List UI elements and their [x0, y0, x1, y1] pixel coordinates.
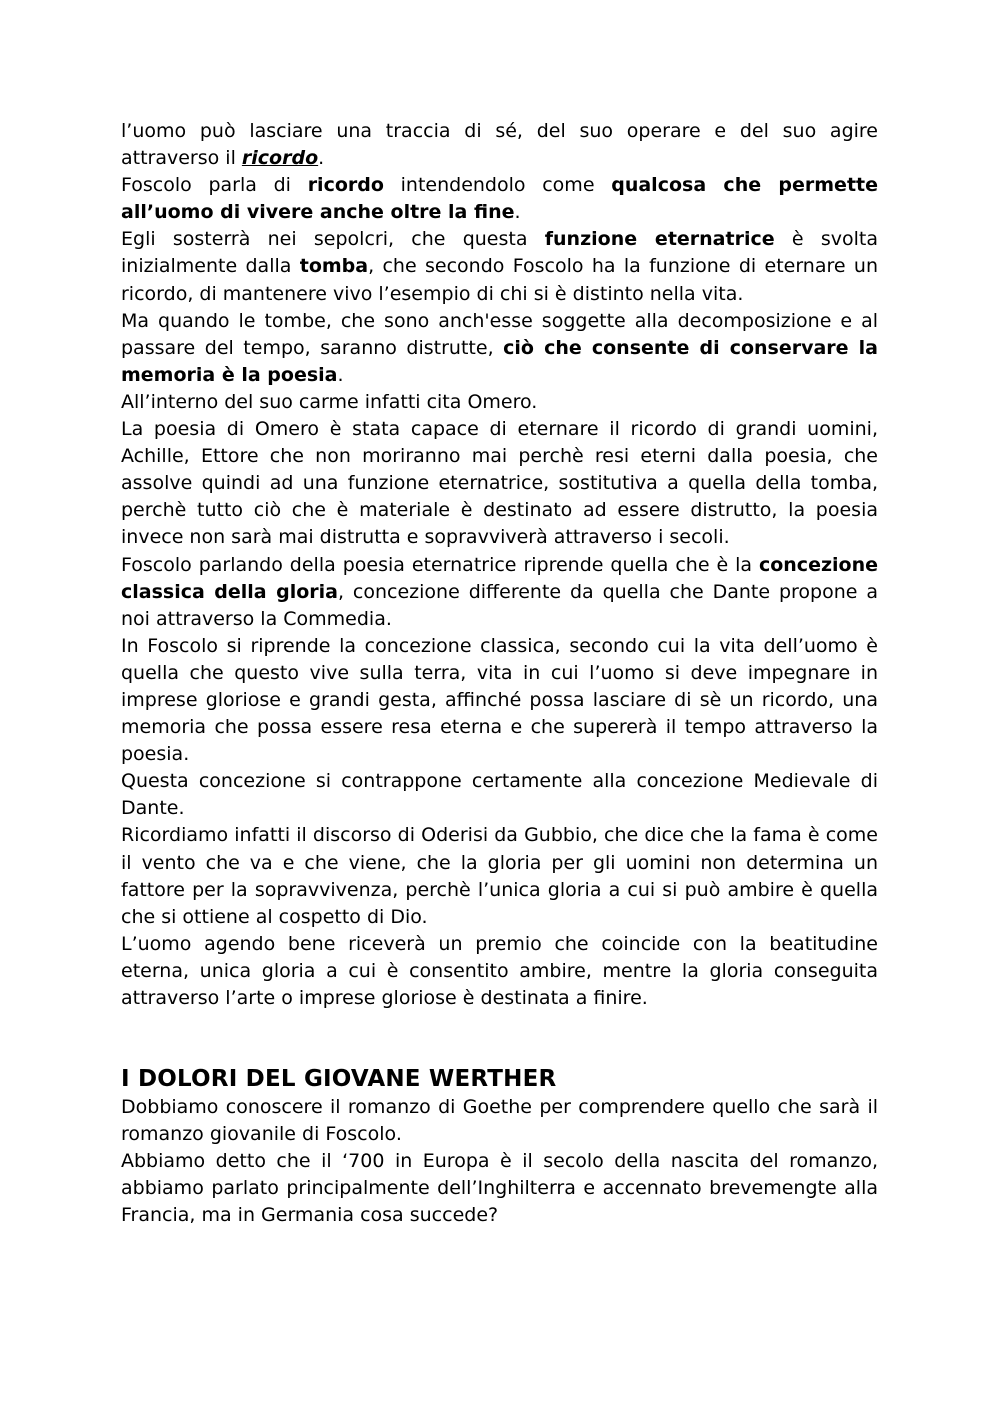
document-page [121, 118, 878, 1230]
bold-term: tomba [299, 255, 369, 278]
paragraph-omero: All’interno del suo carme infatti cita Omero. [121, 390, 538, 413]
bold-term: ciò che consente di conservare la memoria è la poesia [121, 336, 878, 386]
paragraph-poesia-omero: La poesia di Omero è stata capace di eternare il ricordo di grandi uomini, Achille, Ettore che non moriranno mai perchè resi eterni dalla poesia, che assolve quindi ad una funzione eternatrice, sostitutiva a quella della tomba, perchè tutto ciò che è materiale è destinato ad essere distrutto, la poesia invece non sarà mai distrutta e sopravviverà attraverso i secoli. [121, 418, 878, 549]
paragraph-medievale: Questa concezione si contrappone certamente alla concezione Medievale di Dante. [121, 770, 878, 820]
paragraph-sepolcri [121, 226, 878, 307]
paragraph-vita-uomo: In Foscolo si riprende la concezione classica, secondo cui la vita dell’uomo è quella che questo vive sulla terra, vita in cui l’uomo si deve impegnare in imprese gloriose e grandi gesta, affinché possa lasciare di sè un ricordo, una memoria che possa essere resa eterna e che supererà il tempo attraverso la poesia. [121, 634, 878, 766]
paragraph-tombe [121, 308, 878, 389]
paragraph-romanzo-europa: Abbiamo detto che il ‘700 in Europa è il secolo della nascita del romanzo, abbiamo parlato principalmente dell’Inghilterra e accennato brevemengte alla Francia, ma in Germania cosa succede? [121, 1150, 878, 1227]
text-run: Foscolo parla di [121, 174, 308, 197]
paragraph-oderisi: Ricordiamo infatti il discorso di Oderisi da Gubbio, che dice che la fama è come il vento che va e che viene, che la gloria per gli uomini non determina un fattore per la sopravvivenza, perchè l’unica gloria a cui si può ambire è quella che si ottiene al cospetto di Dio. [121, 824, 878, 928]
text-run: Ma quando le tombe, che sono anch'esse soggette alla decomposizione e al passare del tempo, saranno distrutte, [121, 309, 878, 359]
text-run: è svolta inizialmente dalla [121, 228, 878, 278]
text-run: l’uomo può lasciare una traccia di sé, del suo operare e del suo agire attraverso il [121, 120, 878, 170]
text-run: intendendolo come [383, 174, 612, 197]
text-run: . [318, 147, 325, 170]
bold-term: concezione classica della gloria [121, 553, 878, 603]
section-heading: I DOLORI DEL GIOVANE WERTHER [121, 1066, 557, 1093]
paragraph-goethe: Dobbiamo conoscere il romanzo di Goethe per comprendere quello che sarà il romanzo giovanile di Foscolo. [121, 1096, 878, 1146]
bold-term: qualcosa che permette all’uomo di vivere anche oltre la fine [121, 174, 878, 224]
text-run: , concezione differente da quella che Dante propone a noi attraverso la Commedia. [121, 580, 878, 630]
text-run: . [337, 363, 344, 386]
text-run: Foscolo parlando della poesia eternatrice riprende quella che è la [121, 553, 759, 576]
paragraph-beatitudine: L’uomo agendo bene riceverà un premio che coincide con la beatitudine eterna, unica gloria a cui è consentito ambire, mentre la gloria conseguita attraverso l’arte o imprese gloriose è destinata a finire. [121, 932, 878, 1009]
paragraph-ricordo-intro [121, 118, 878, 172]
paragraph-concezione-classica [121, 552, 878, 633]
bold-term: funzione eternatrice [544, 228, 775, 251]
paragraph-foscolo-ricordo [121, 172, 878, 226]
text-run: , che secondo Foscolo ha la funzione di eternare un ricordo, di mantenere vivo l’esempio di chi si è distinto nella vita. [121, 255, 879, 305]
emphasized-term: ricordo [241, 147, 319, 170]
text-run: . [514, 201, 521, 224]
text-run: Egli sosterrà nei sepolcri, che questa [121, 228, 545, 251]
bold-term: ricordo [307, 174, 384, 197]
